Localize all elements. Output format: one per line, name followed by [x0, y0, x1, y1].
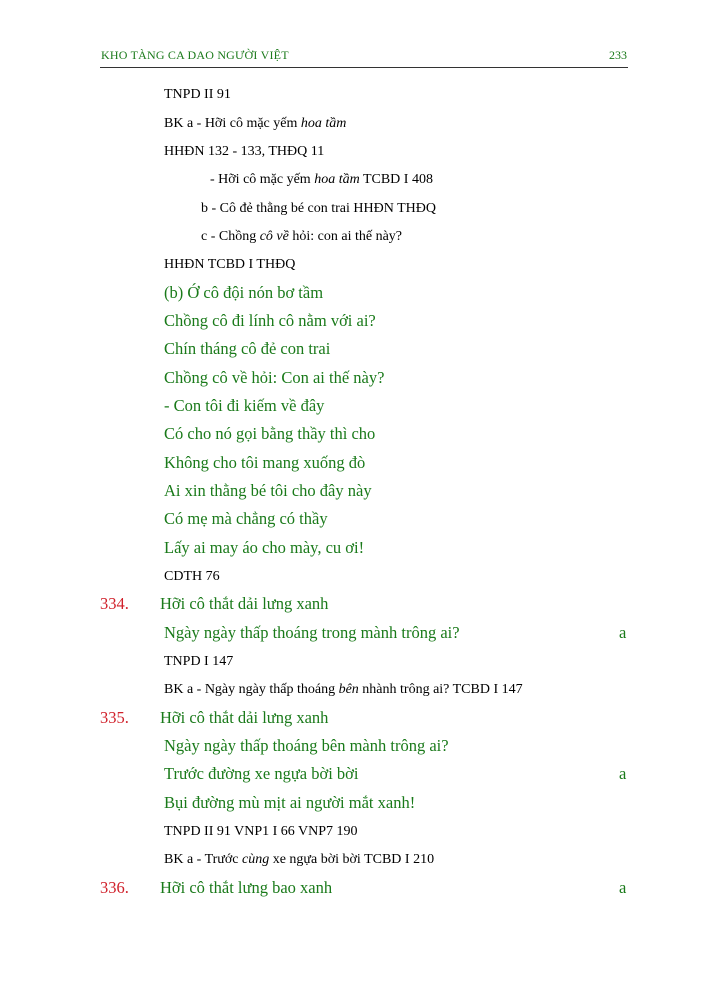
- variant-note: [164, 853, 434, 867]
- variant-marker: a: [619, 878, 627, 897]
- variant-italic: hoa tầm: [300, 116, 347, 131]
- entry-number: 334.: [100, 594, 129, 613]
- running-header-title: KHO TÀNG CA DAO NGƯỜI VIỆT: [101, 48, 289, 62]
- variant-text: BK a - Ngày ngày thấp thoáng: [164, 682, 339, 697]
- variant-text: TCBD I 408: [359, 172, 433, 187]
- variant-note: b - Cô đẻ thằng bé con trai HHĐN THĐQ: [201, 201, 436, 216]
- source-note: TNPD II 91 VNP1 I 66 VNP7 190: [164, 824, 358, 839]
- variant-note: [201, 230, 402, 244]
- entry-first-line: Hỡi cô thắt lưng bao xanh: [160, 878, 333, 897]
- variant-text: nhành trông ai? TCBD I 147: [358, 682, 523, 697]
- variant-text: hỏi: con ai thế này?: [288, 229, 403, 244]
- source-note: HHĐN 132 - 133, THĐQ 11: [164, 144, 325, 159]
- verse-line: Ai xin thằng bé tôi cho đây này: [164, 481, 372, 500]
- variant-italic: cô về: [259, 229, 289, 244]
- page-number: 233: [609, 48, 627, 62]
- variant-note: [164, 117, 346, 131]
- variant-text: BK a - Hỡi cô mặc yếm: [164, 116, 301, 131]
- verse-line: Có cho nó gọi bằng thầy thì cho: [164, 424, 376, 443]
- variant-marker: a: [619, 764, 627, 783]
- variant-text: xe ngựa bời bời TCBD I 210: [269, 852, 435, 867]
- entry-number: 335.: [100, 708, 129, 727]
- variant-italic: hoa tầm: [314, 172, 360, 187]
- verse-line: - Con tôi đi kiếm về đây: [164, 396, 325, 415]
- verse-line: Chồng cô về hỏi: Con ai thế này?: [164, 368, 385, 387]
- verse-line: Trước đường xe ngựa bời bời: [164, 764, 359, 783]
- header-divider: [100, 67, 628, 68]
- source-note: CDTH 76: [164, 569, 220, 584]
- verse-line: Có mẹ mà chẳng có thầy: [164, 509, 328, 528]
- verse-line: Ngày ngày thấp thoáng trong mành trông ai?: [164, 623, 460, 642]
- variant-note: [164, 683, 523, 697]
- variant-text: - Hỡi cô mặc yếm: [210, 172, 315, 187]
- source-note: TNPD I 147: [164, 654, 234, 669]
- verse-line: Không cho tôi mang xuống đò: [164, 453, 366, 472]
- source-note: TNPD II 91: [164, 87, 231, 102]
- verse-line: Chồng cô đi lính cô nằm với ai?: [164, 311, 376, 330]
- variant-marker: a: [619, 623, 627, 642]
- entry-first-line: Hỡi cô thắt dải lưng xanh: [160, 708, 329, 727]
- entry-number: 336.: [100, 878, 129, 897]
- variant-note: [210, 173, 433, 187]
- variant-italic: bên: [338, 682, 359, 697]
- source-note: HHĐN TCBD I THĐQ: [164, 257, 296, 272]
- verse-line: Bụi đường mù mịt ai người mắt xanh!: [164, 793, 416, 812]
- verse-line: (b) Ớ cô đội nón bơ tầm: [164, 283, 324, 302]
- verse-line: Lấy ai may áo cho mày, cu ơi!: [164, 538, 365, 557]
- verse-line: Ngày ngày thấp thoáng bên mành trông ai?: [164, 736, 449, 755]
- variant-text: c - Chồng: [201, 229, 260, 244]
- variant-text: BK a - Trước: [164, 852, 242, 867]
- entry-first-line: Hỡi cô thắt dải lưng xanh: [160, 594, 329, 613]
- variant-italic: cùng: [242, 852, 270, 867]
- verse-line: Chín tháng cô đẻ con trai: [164, 339, 331, 358]
